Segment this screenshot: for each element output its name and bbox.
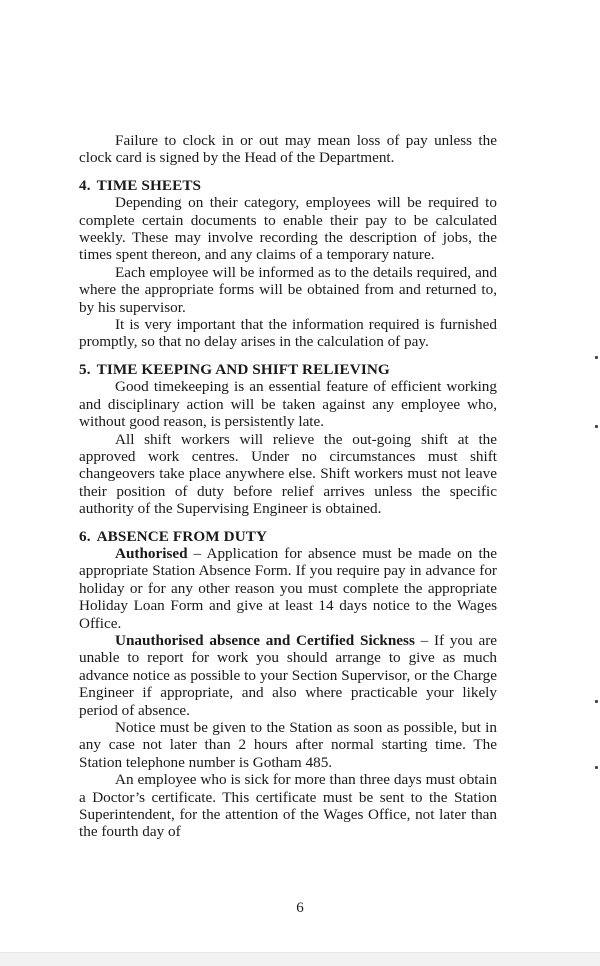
scan-edge-mark xyxy=(595,356,598,359)
paragraph: Each employee will be informed as to the details required, and where the appropriate forms will be obtained from and returned to, by his supervisor. xyxy=(79,263,497,316)
scan-edge-mark xyxy=(595,766,598,769)
section-number: 4. xyxy=(79,176,91,194)
paragraph: Depending on their category, employees will be required to complete certain documents to enable their pay to be calculated weekly. These may involve recording the description of jobs, the times spent thereon, and any claims of a temporary nature. xyxy=(79,194,497,264)
section-heading-time-sheets xyxy=(79,177,497,194)
section-number: 6. xyxy=(79,527,91,545)
section-title: ABSENCE FROM DUTY xyxy=(96,527,268,545)
paragraph: Good timekeeping is an essential feature of efficient working and disciplinary action will be taken against any employee who, without good reason, is persistently late. xyxy=(79,378,497,431)
paragraph: It is very important that the information required is furnished promptly, so that no delay arises in the calculation of pay. xyxy=(79,316,497,351)
section-number: 5. xyxy=(79,360,91,378)
section-title: TIME KEEPING AND SHIFT RELIEVING xyxy=(96,360,390,378)
intro-paragraph: Failure to clock in or out may mean loss of pay unless the clock card is signed by the Head of the Department. xyxy=(79,132,497,167)
paragraph-unauthorised xyxy=(79,632,497,719)
run-in-heading: Authorised xyxy=(115,544,188,562)
run-in-heading: Unauthorised absence and Certified Sickness xyxy=(115,631,415,649)
page-number: 6 xyxy=(296,900,304,916)
section-heading-time-keeping xyxy=(79,361,497,378)
section-title: TIME SHEETS xyxy=(96,176,202,194)
scan-bottom-margin xyxy=(0,952,600,966)
paragraph: An employee who is sick for more than three days must obtain a Doctor’s certificate. This certificate must be sent to the Station Superintendent, for the attention of the Wages Office, not later than the fourth day of xyxy=(79,771,497,841)
scan-edge-mark xyxy=(595,425,598,428)
paragraph-text: – If you are unable to report for work you should arrange to give as much advance notice as possible to your Section Supervisor, or the Charge Engineer if appropriate, and also where practicable your likely period of absence. xyxy=(79,631,497,719)
document-body xyxy=(79,132,497,841)
section-heading-absence-from-duty xyxy=(79,528,497,545)
paragraph: Notice must be given to the Station as soon as possible, but in any case not later than 2 hours after normal starting time. The Station telephone number is Gotham 485. xyxy=(79,719,497,771)
paragraph-authorised xyxy=(79,545,497,632)
paragraph: All shift workers will relieve the out-going shift at the approved work centres. Under no circumstances must shift changeovers take place anywhere else. Shift workers must not leave their position of duty before relief arrives unless the specific authority of the Supervising Engineer is obtained. xyxy=(79,430,497,518)
scan-edge-mark xyxy=(595,700,598,703)
paragraph-text: – Application for absence must be made on the appropriate Station Absence Form. If you require pay in advance for holiday or for any other reason you must complete the appropriate Holiday Loan Form and give at least 14 days notice to the Wages Office. xyxy=(79,544,497,632)
